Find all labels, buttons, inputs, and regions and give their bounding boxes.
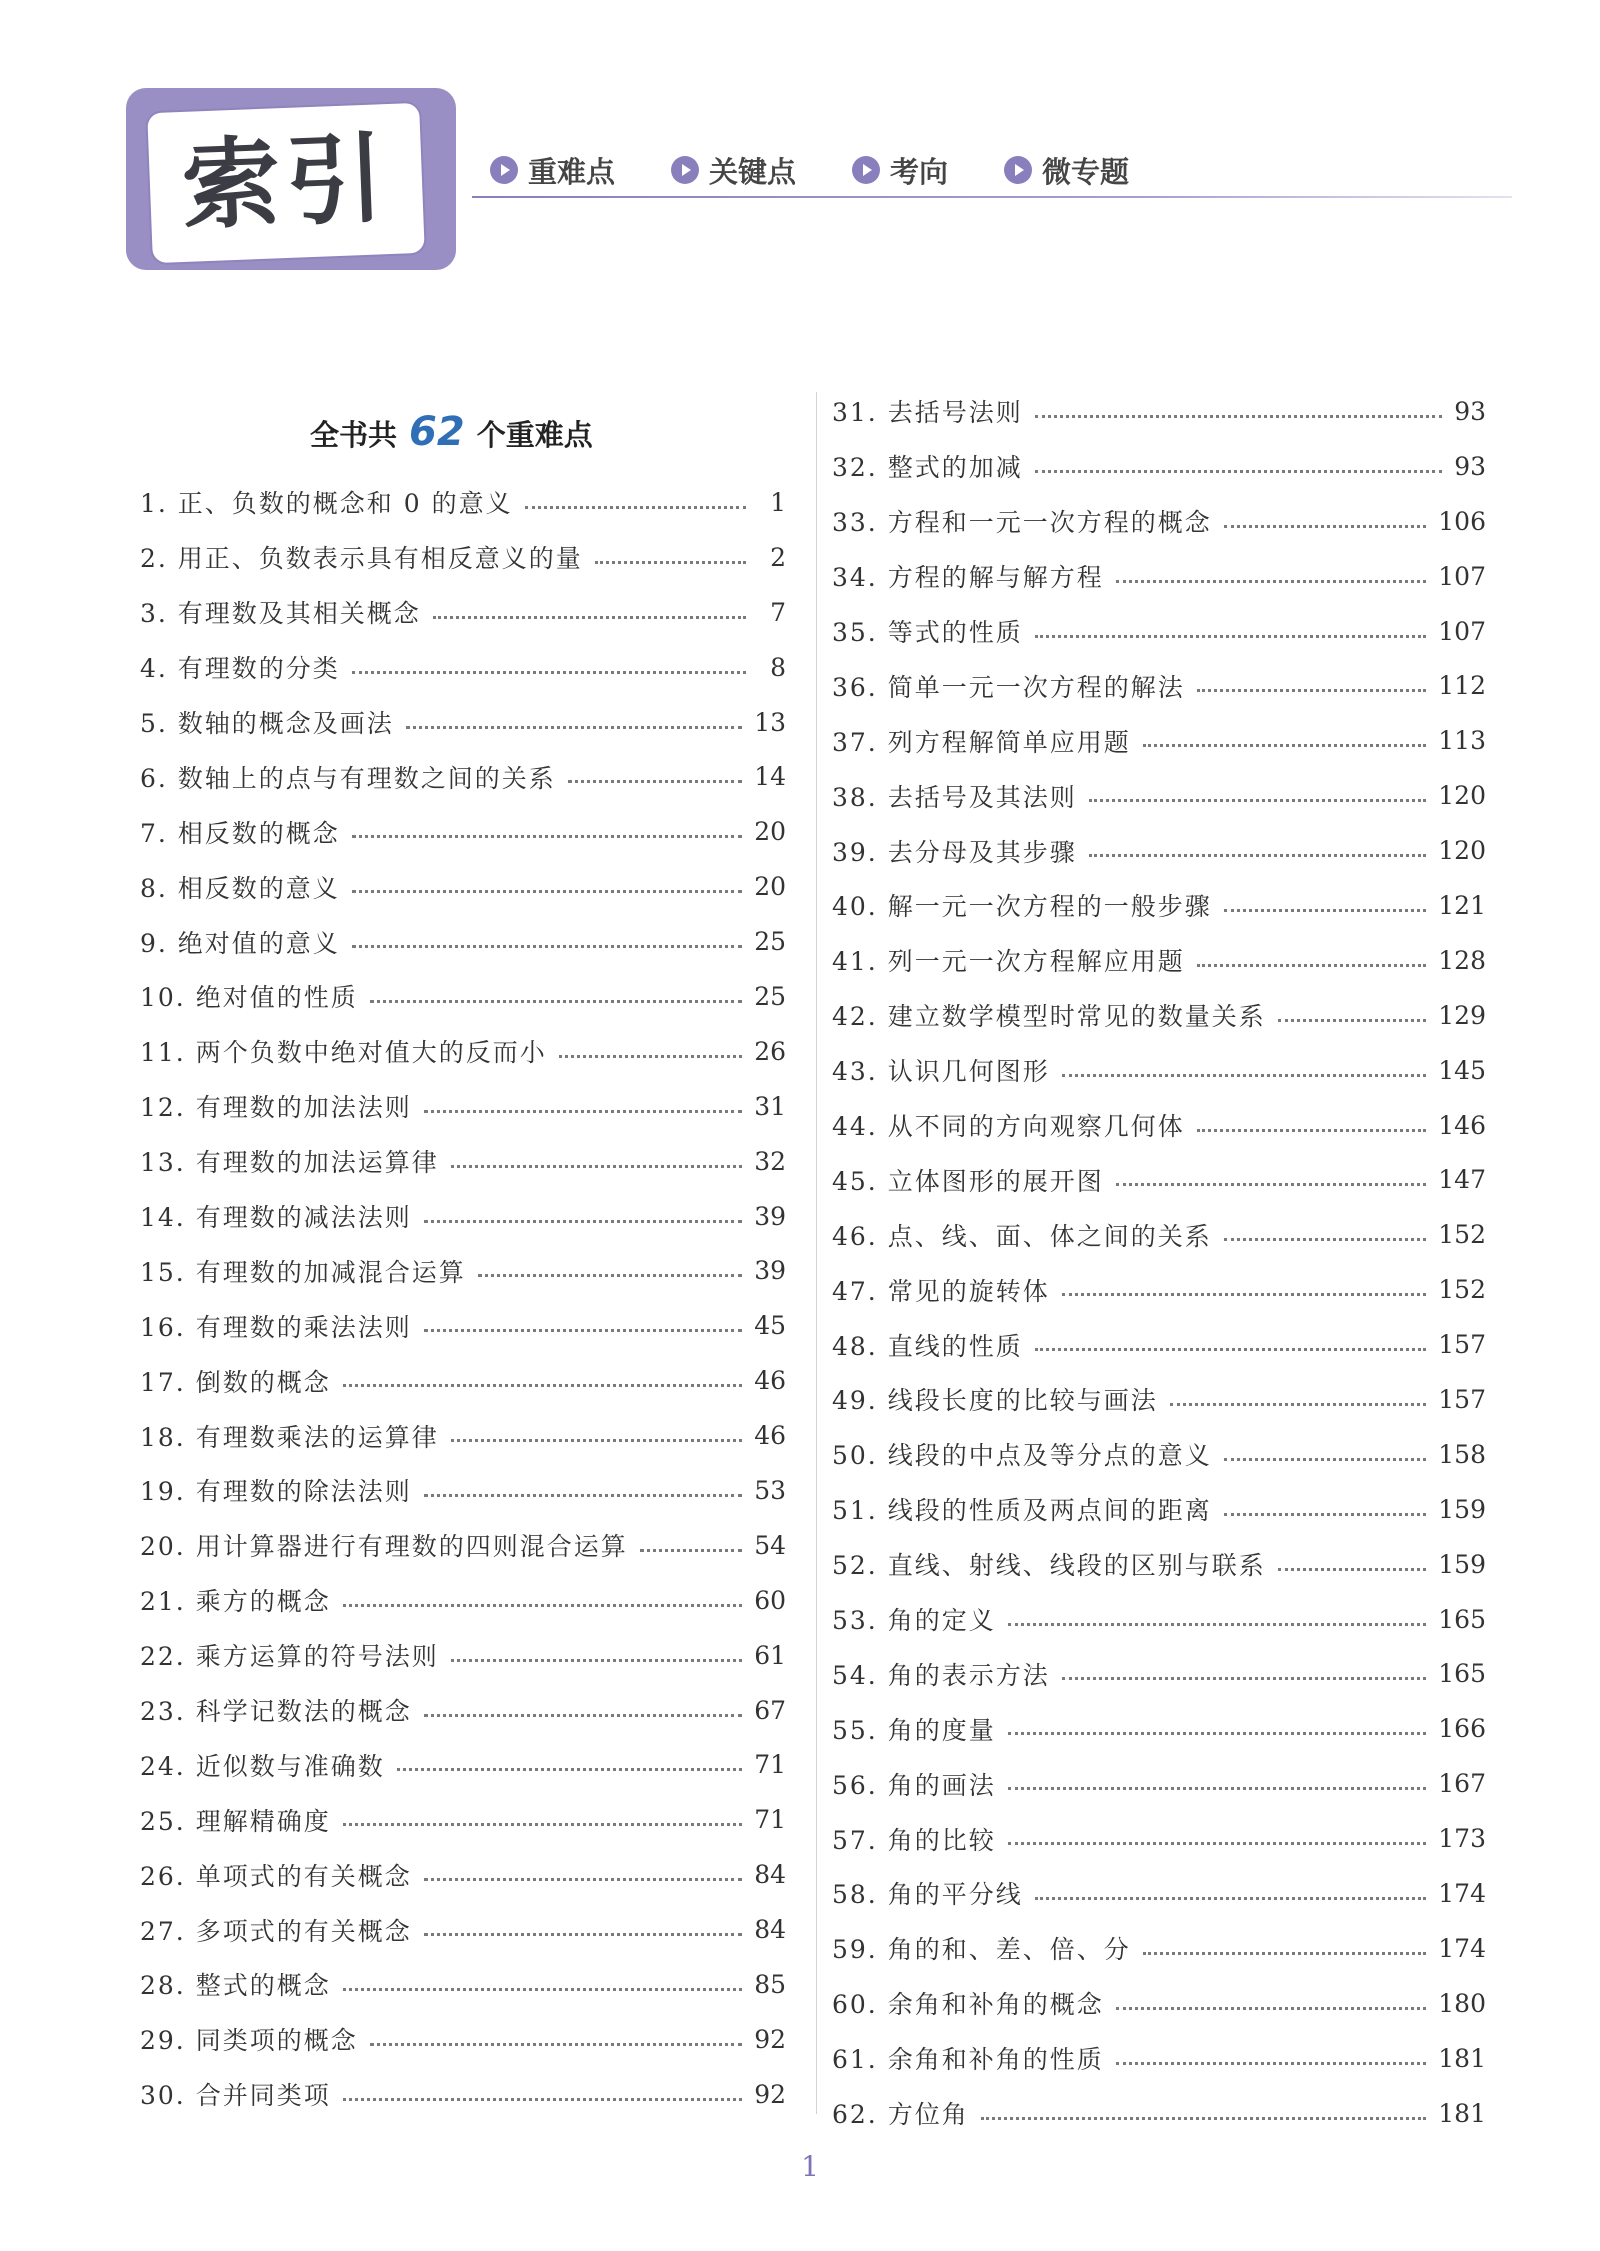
dot-leader: [1116, 580, 1427, 583]
index-entry[interactable]: [140, 1408, 786, 1463]
nav-label: 关键点: [709, 154, 797, 189]
index-entry[interactable]: [832, 658, 1486, 713]
entry-page-number: 147: [1438, 1165, 1486, 1195]
dot-leader: [640, 1549, 742, 1552]
dot-leader: [1008, 1732, 1427, 1735]
entry-page-number: 158: [1438, 1439, 1486, 1469]
entry-title: 6. 数轴上的点与有理数之间的关系: [140, 763, 556, 793]
entry-page-number: 32: [754, 1146, 786, 1176]
entry-title: 48. 直线的性质: [832, 1331, 1023, 1361]
entry-page-number: 84: [754, 1860, 786, 1890]
index-entry[interactable]: [832, 1537, 1486, 1592]
dot-leader: [451, 1165, 742, 1168]
dot-leader: [1143, 1952, 1427, 1955]
entry-title: 43. 认识几何图形: [832, 1057, 1050, 1087]
entry-page-number: 152: [1438, 1275, 1486, 1305]
entry-title: 34. 方程的解与解方程: [832, 563, 1104, 593]
entry-page-number: 45: [754, 1311, 786, 1341]
entry-title: 21. 乘方的概念: [140, 1587, 331, 1617]
entry-page-number: 67: [754, 1695, 786, 1725]
index-entry[interactable]: [140, 1518, 786, 1573]
index-entry[interactable]: [832, 1646, 1486, 1701]
dot-leader: [1008, 1787, 1427, 1790]
dot-leader: [1224, 1458, 1427, 1461]
index-entry[interactable]: [140, 1353, 786, 1408]
entry-title: 9. 绝对值的意义: [140, 928, 340, 958]
entry-title: 22. 乘方运算的符号法则: [140, 1642, 439, 1672]
entry-page-number: 157: [1438, 1330, 1486, 1360]
entry-title: 52. 直线、射线、线段的区别与联系: [832, 1551, 1266, 1581]
entry-title: 47. 常见的旋转体: [832, 1276, 1050, 1306]
index-entry[interactable]: [832, 439, 1486, 494]
index-entry[interactable]: [140, 1079, 786, 1134]
index-entry[interactable]: [832, 1372, 1486, 1427]
index-entry[interactable]: [832, 1976, 1486, 2031]
dot-leader: [352, 890, 742, 893]
dot-leader: [352, 835, 742, 838]
entry-title: 25. 理解精确度: [140, 1806, 331, 1836]
entry-page-number: 71: [754, 1805, 786, 1835]
index-entry[interactable]: [140, 1573, 786, 1628]
index-entry[interactable]: [140, 1792, 786, 1847]
index-entry[interactable]: [832, 1098, 1486, 1153]
index-entry[interactable]: [140, 2067, 786, 2122]
entry-title: 20. 用计算器进行有理数的四则混合运算: [140, 1532, 628, 1562]
dot-leader: [370, 1000, 742, 1003]
index-entry[interactable]: [140, 749, 786, 804]
dot-leader: [424, 1878, 742, 1881]
entry-title: 17. 倒数的概念: [140, 1367, 331, 1397]
entry-page-number: 20: [754, 817, 786, 847]
index-entry[interactable]: [140, 1024, 786, 1079]
index-entry[interactable]: [832, 494, 1486, 549]
entry-title: 3. 有理数及其相关概念: [140, 599, 421, 629]
entry-title: 57. 角的比较: [832, 1825, 996, 1855]
dot-leader: [1278, 1019, 1427, 1022]
entry-page-number: 25: [754, 927, 786, 957]
nav-item-exam-trends[interactable]: [852, 150, 948, 191]
entry-title: 1. 正、负数的概念和 0 的意义: [140, 489, 513, 519]
dot-leader: [343, 1988, 742, 1991]
index-entry[interactable]: [140, 1957, 786, 2012]
entry-title: 24. 近似数与准确数: [140, 1751, 385, 1781]
nav-label: 考向: [890, 154, 949, 189]
index-entry[interactable]: [832, 933, 1486, 988]
dot-leader: [1116, 1183, 1427, 1186]
entry-title: 13. 有理数的加法运算律: [140, 1148, 439, 1178]
dot-leader: [1197, 964, 1427, 967]
entry-title: 26. 单项式的有关概念: [140, 1861, 412, 1891]
entry-page-number: 46: [754, 1421, 786, 1451]
entry-page-number: 159: [1438, 1549, 1486, 1579]
entry-page-number: 107: [1438, 616, 1486, 646]
entry-page-number: 180: [1438, 1988, 1486, 2018]
index-entry[interactable]: [832, 2031, 1486, 2086]
dot-leader: [1116, 2007, 1427, 2010]
dot-leader: [343, 2098, 742, 2101]
index-entry[interactable]: [140, 1134, 786, 1189]
section-title-prefix: 全书共: [310, 418, 398, 452]
dot-leader: [424, 1494, 742, 1497]
entry-title: 31. 去括号法则: [832, 398, 1023, 428]
index-entry[interactable]: [832, 1921, 1486, 1976]
entry-title: 38. 去括号及其法则: [832, 782, 1077, 812]
index-entry[interactable]: [832, 713, 1486, 768]
entry-title: 39. 去分母及其步骤: [832, 837, 1077, 867]
entry-page-number: 92: [754, 2079, 786, 2109]
index-entry[interactable]: [140, 2012, 786, 2067]
entry-page-number: 157: [1438, 1384, 1486, 1414]
entry-page-number: 106: [1438, 506, 1486, 536]
index-entry[interactable]: [832, 1043, 1486, 1098]
entry-page-number: 60: [754, 1585, 786, 1615]
entry-title: 54. 角的表示方法: [832, 1660, 1050, 1690]
entry-page-number: 54: [754, 1530, 786, 1560]
dot-leader: [1008, 1623, 1427, 1626]
entry-page-number: 26: [754, 1036, 786, 1066]
dot-leader: [1278, 1568, 1427, 1571]
entry-page-number: 14: [754, 762, 786, 792]
entry-page-number: 85: [754, 1969, 786, 1999]
index-entry[interactable]: [832, 1592, 1486, 1647]
index-entry[interactable]: [832, 1152, 1486, 1207]
entry-title: 40. 解一元一次方程的一般步骤: [832, 892, 1212, 922]
column-divider: [816, 392, 817, 2114]
index-badge-title: 索引: [179, 122, 393, 244]
dot-leader: [1224, 1513, 1427, 1516]
play-arrow-icon: [490, 156, 518, 184]
index-entry[interactable]: [832, 823, 1486, 878]
dot-leader: [1062, 1677, 1427, 1680]
index-entry[interactable]: [832, 1317, 1486, 1372]
index-entry[interactable]: [140, 1189, 786, 1244]
dot-leader: [1197, 1129, 1427, 1132]
category-nav: [490, 148, 1185, 192]
dot-leader: [424, 1329, 742, 1332]
entry-title: 8. 相反数的意义: [140, 873, 340, 903]
dot-leader: [559, 1055, 742, 1058]
nav-item-key-difficult-points[interactable]: [490, 150, 615, 191]
entry-page-number: 84: [754, 1915, 786, 1945]
entry-page-number: 128: [1438, 945, 1486, 975]
index-entry[interactable]: [832, 549, 1486, 604]
index-column-right: [832, 384, 1486, 2141]
entry-title: 18. 有理数乘法的运算律: [140, 1422, 439, 1452]
index-entry[interactable]: [140, 1463, 786, 1518]
entry-page-number: 152: [1438, 1220, 1486, 1250]
entry-page-number: 53: [754, 1475, 786, 1505]
entry-page-number: 7: [770, 597, 786, 627]
entry-page-number: 129: [1438, 1000, 1486, 1030]
entry-title: 28. 整式的概念: [140, 1971, 331, 2001]
entry-page-number: 13: [754, 707, 786, 737]
entry-title: 50. 线段的中点及等分点的意义: [832, 1441, 1212, 1471]
index-entry[interactable]: [832, 988, 1486, 1043]
entry-title: 32. 整式的加减: [832, 453, 1023, 483]
play-arrow-icon: [671, 156, 699, 184]
dot-leader: [1035, 1348, 1427, 1351]
nav-label: 微专题: [1042, 154, 1130, 189]
index-entry[interactable]: [140, 1683, 786, 1738]
entry-page-number: 165: [1438, 1659, 1486, 1689]
index-entry[interactable]: [140, 859, 786, 914]
entry-title: 51. 线段的性质及两点间的距离: [832, 1496, 1212, 1526]
page-number: 1: [801, 2150, 819, 2183]
index-entry[interactable]: [832, 2086, 1486, 2141]
index-entry[interactable]: [832, 384, 1486, 439]
entry-title: 2. 用正、负数表示具有相反意义的量: [140, 544, 583, 574]
entry-page-number: 167: [1438, 1769, 1486, 1799]
entry-page-number: 25: [754, 981, 786, 1011]
index-entry[interactable]: [140, 1628, 786, 1683]
index-entry[interactable]: [832, 768, 1486, 823]
entry-title: 45. 立体图形的展开图: [832, 1166, 1104, 1196]
entry-title: 5. 数轴的概念及画法: [140, 709, 394, 738]
dot-leader: [478, 1274, 742, 1277]
index-entry[interactable]: [140, 695, 786, 750]
entry-title: 15. 有理数的加减混合运算: [140, 1257, 466, 1287]
dot-leader: [1089, 854, 1427, 857]
entry-title: 7. 相反数的概念: [140, 818, 340, 848]
entry-page-number: 121: [1438, 890, 1486, 920]
entry-page-number: 1: [770, 487, 786, 517]
entry-title: 56. 角的画法: [832, 1770, 996, 1800]
entry-title: 53. 角的定义: [832, 1606, 996, 1636]
dot-leader: [1089, 799, 1427, 802]
header-divider: [472, 196, 1512, 198]
entry-page-number: 107: [1438, 561, 1486, 591]
entry-title: 60. 余角和补角的概念: [832, 1990, 1104, 2020]
entry-page-number: 46: [754, 1366, 786, 1396]
index-entry[interactable]: [140, 1902, 786, 1957]
index-entry[interactable]: [140, 804, 786, 859]
index-entry[interactable]: [832, 1756, 1486, 1811]
index-entry[interactable]: [832, 1207, 1486, 1262]
index-entry[interactable]: [832, 1701, 1486, 1756]
entry-page-number: 173: [1438, 1824, 1486, 1854]
entry-page-number: 181: [1438, 2098, 1486, 2128]
entry-title: 12. 有理数的加法法则: [140, 1093, 412, 1123]
dot-leader: [424, 1220, 742, 1223]
entry-title: 35. 等式的性质: [832, 618, 1023, 647]
play-arrow-icon: [1004, 156, 1032, 184]
index-entry[interactable]: [832, 1427, 1486, 1482]
index-entry[interactable]: [140, 1298, 786, 1353]
entry-page-number: 112: [1438, 671, 1486, 701]
entry-page-number: 39: [754, 1201, 786, 1231]
entry-title: 59. 角的和、差、倍、分: [832, 1935, 1131, 1965]
entry-page-number: 166: [1438, 1714, 1486, 1744]
index-column-left: [140, 475, 786, 2122]
entry-title: 55. 角的度量: [832, 1715, 996, 1745]
dot-leader: [1224, 909, 1427, 912]
dot-leader: [1035, 1897, 1427, 1900]
dot-leader: [343, 1604, 742, 1607]
entry-title: 10. 绝对值的性质: [140, 983, 358, 1013]
index-entry[interactable]: [140, 914, 786, 969]
dot-leader: [397, 1768, 742, 1771]
dot-leader: [343, 1823, 742, 1826]
entry-page-number: 39: [754, 1256, 786, 1286]
entry-page-number: 120: [1438, 781, 1486, 811]
entry-title: 4. 有理数的分类: [140, 654, 340, 684]
entry-title: 19. 有理数的除法法则: [140, 1477, 412, 1507]
index-entry[interactable]: [140, 530, 786, 585]
entry-title: 58. 角的平分线: [832, 1880, 1023, 1910]
entry-page-number: 93: [1454, 451, 1486, 481]
entry-title: 49. 线段长度的比较与画法: [832, 1386, 1158, 1416]
dot-leader: [1062, 1293, 1427, 1296]
entry-title: 61. 余角和补角的性质: [832, 2045, 1104, 2075]
entry-page-number: 61: [754, 1640, 786, 1670]
dot-leader: [424, 1714, 742, 1717]
nav-item-micro-topics[interactable]: [1004, 150, 1129, 191]
index-entry[interactable]: [140, 475, 786, 530]
entry-page-number: 8: [770, 652, 786, 682]
entry-page-number: 113: [1438, 726, 1486, 756]
index-entry[interactable]: [140, 640, 786, 695]
index-entry[interactable]: [832, 1482, 1486, 1537]
entry-title: 16. 有理数的乘法法则: [140, 1312, 412, 1342]
entry-title: 41. 列一元一次方程解应用题: [832, 947, 1185, 977]
dot-leader: [433, 616, 746, 619]
dot-leader: [352, 945, 742, 948]
entry-title: 27. 多项式的有关概念: [140, 1916, 412, 1946]
entry-page-number: 174: [1438, 1878, 1486, 1908]
entry-page-number: 71: [754, 1750, 786, 1780]
entry-title: 36. 简单一元一次方程的解法: [832, 672, 1185, 702]
index-entry[interactable]: [832, 604, 1486, 659]
dot-leader: [1035, 415, 1442, 418]
index-entry[interactable]: [140, 1737, 786, 1792]
entry-title: 42. 建立数学模型时常见的数量关系: [832, 1002, 1266, 1032]
entry-title: 46. 点、线、面、体之间的关系: [832, 1221, 1212, 1251]
entry-page-number: 174: [1438, 1933, 1486, 1963]
dot-leader: [1224, 525, 1427, 528]
section-title: [310, 408, 593, 456]
dot-leader: [343, 1384, 742, 1387]
index-entry[interactable]: [832, 1866, 1486, 1921]
section-title-count: 62: [409, 409, 465, 455]
entry-title: 29. 同类项的概念: [140, 2026, 358, 2056]
entry-title: 62. 方位角: [832, 2100, 969, 2130]
entry-title: 37. 列方程解简单应用题: [832, 727, 1131, 757]
dot-leader: [1035, 635, 1427, 638]
dot-leader: [1197, 689, 1427, 692]
entry-page-number: 2: [770, 542, 786, 572]
entry-title: 23. 科学记数法的概念: [140, 1697, 412, 1727]
entry-page-number: 93: [1454, 396, 1486, 426]
dot-leader: [1116, 2062, 1427, 2065]
nav-label: 重难点: [528, 154, 616, 189]
dot-leader: [1170, 1403, 1427, 1406]
index-entry[interactable]: [140, 969, 786, 1024]
dot-leader: [1035, 470, 1442, 473]
index-entry[interactable]: [832, 1811, 1486, 1866]
dot-leader: [424, 1933, 742, 1936]
dot-leader: [1062, 1074, 1427, 1077]
entry-page-number: 159: [1438, 1494, 1486, 1524]
entry-page-number: 146: [1438, 1110, 1486, 1140]
dot-leader: [451, 1659, 742, 1662]
entry-title: 11. 两个负数中绝对值大的反而小: [140, 1038, 547, 1068]
entry-page-number: 31: [754, 1091, 786, 1121]
entry-title: 14. 有理数的减法法则: [140, 1203, 412, 1233]
entry-page-number: 20: [754, 872, 786, 902]
play-arrow-icon: [852, 156, 880, 184]
entry-page-number: 181: [1438, 2043, 1486, 2073]
dot-leader: [451, 1439, 742, 1442]
index-entry[interactable]: [140, 1243, 786, 1298]
entry-title: 30. 合并同类项: [140, 2081, 331, 2111]
entry-title: 33. 方程和一元一次方程的概念: [832, 508, 1212, 538]
index-entry[interactable]: [140, 1847, 786, 1902]
entry-page-number: 145: [1438, 1055, 1486, 1085]
dot-leader: [424, 1110, 742, 1113]
index-entry[interactable]: [832, 878, 1486, 933]
dot-leader: [352, 671, 746, 674]
entry-page-number: 92: [754, 2024, 786, 2054]
nav-item-key-points[interactable]: [671, 150, 796, 191]
entry-page-number: 120: [1438, 836, 1486, 866]
dot-leader: [595, 561, 746, 564]
entry-page-number: 165: [1438, 1604, 1486, 1634]
dot-leader: [525, 506, 746, 509]
dot-leader: [1143, 744, 1427, 747]
entry-title: 44. 从不同的方向观察几何体: [832, 1112, 1185, 1142]
section-title-suffix: 个重难点: [476, 418, 593, 452]
dot-leader: [568, 780, 742, 783]
dot-leader: [981, 2117, 1427, 2120]
index-entry[interactable]: [140, 585, 786, 640]
dot-leader: [1224, 1238, 1427, 1241]
index-entry[interactable]: [832, 1262, 1486, 1317]
dot-leader: [406, 726, 742, 729]
dot-leader: [370, 2043, 742, 2046]
dot-leader: [1008, 1842, 1427, 1845]
